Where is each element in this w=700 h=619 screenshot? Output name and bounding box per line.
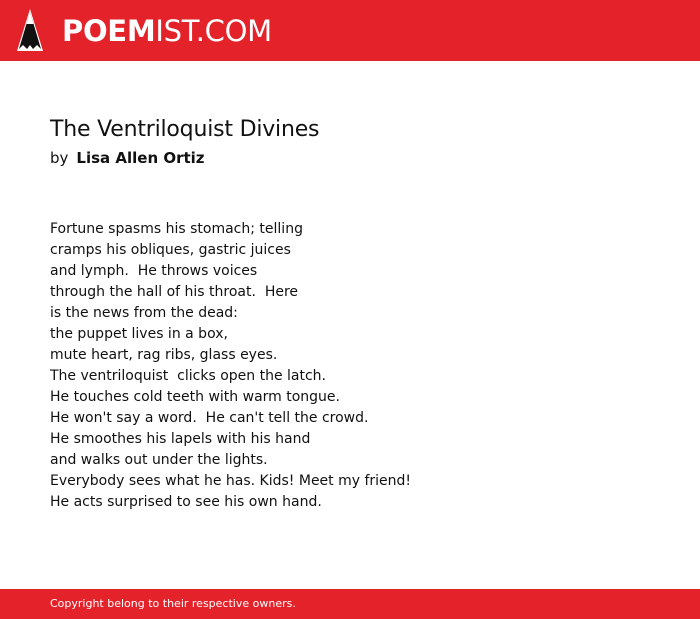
logo-brand-light: IST.COM xyxy=(155,14,272,48)
poem-line: cramps his obliques, gastric juices xyxy=(50,242,291,258)
byline xyxy=(50,149,205,167)
poem-title: The Ventriloquist Divines xyxy=(50,117,320,142)
copyright-text: Copyright belong to their respective owners. xyxy=(50,597,296,610)
pencil-icon[interactable] xyxy=(17,9,43,51)
poem-line: He touches cold teeth with warm tongue. xyxy=(50,389,340,405)
poem-line: and walks out under the lights. xyxy=(50,452,268,468)
poem-line: mute heart, rag ribs, glass eyes. xyxy=(50,347,278,363)
site-footer xyxy=(0,589,700,619)
poem-line: and lymph. He throws voices xyxy=(50,263,258,279)
poem-line: He smoothes his lapels with his hand xyxy=(50,431,311,447)
site-logo[interactable] xyxy=(62,13,272,49)
poem-line: Fortune spasms his stomach; telling xyxy=(50,221,303,237)
poem-line: He acts surprised to see his own hand. xyxy=(50,494,322,510)
poem-line: is the news from the dead: xyxy=(50,305,238,321)
poem-line: Everybody sees what he has. Kids! Meet my friend! xyxy=(50,473,412,489)
author-name: Lisa Allen Ortiz xyxy=(76,149,205,167)
byline-label: by xyxy=(50,149,69,167)
poem-line: The ventriloquist clicks open the latch. xyxy=(50,368,327,384)
poem-line: through the hall of his throat. Here xyxy=(50,284,299,300)
poem-line: He won't say a word. He can't tell the crowd. xyxy=(50,410,369,426)
poem-line: the puppet lives in a box, xyxy=(50,326,228,342)
logo-brand-bold: POEM xyxy=(62,14,156,48)
site-header xyxy=(0,0,700,61)
poem-body xyxy=(50,219,650,513)
